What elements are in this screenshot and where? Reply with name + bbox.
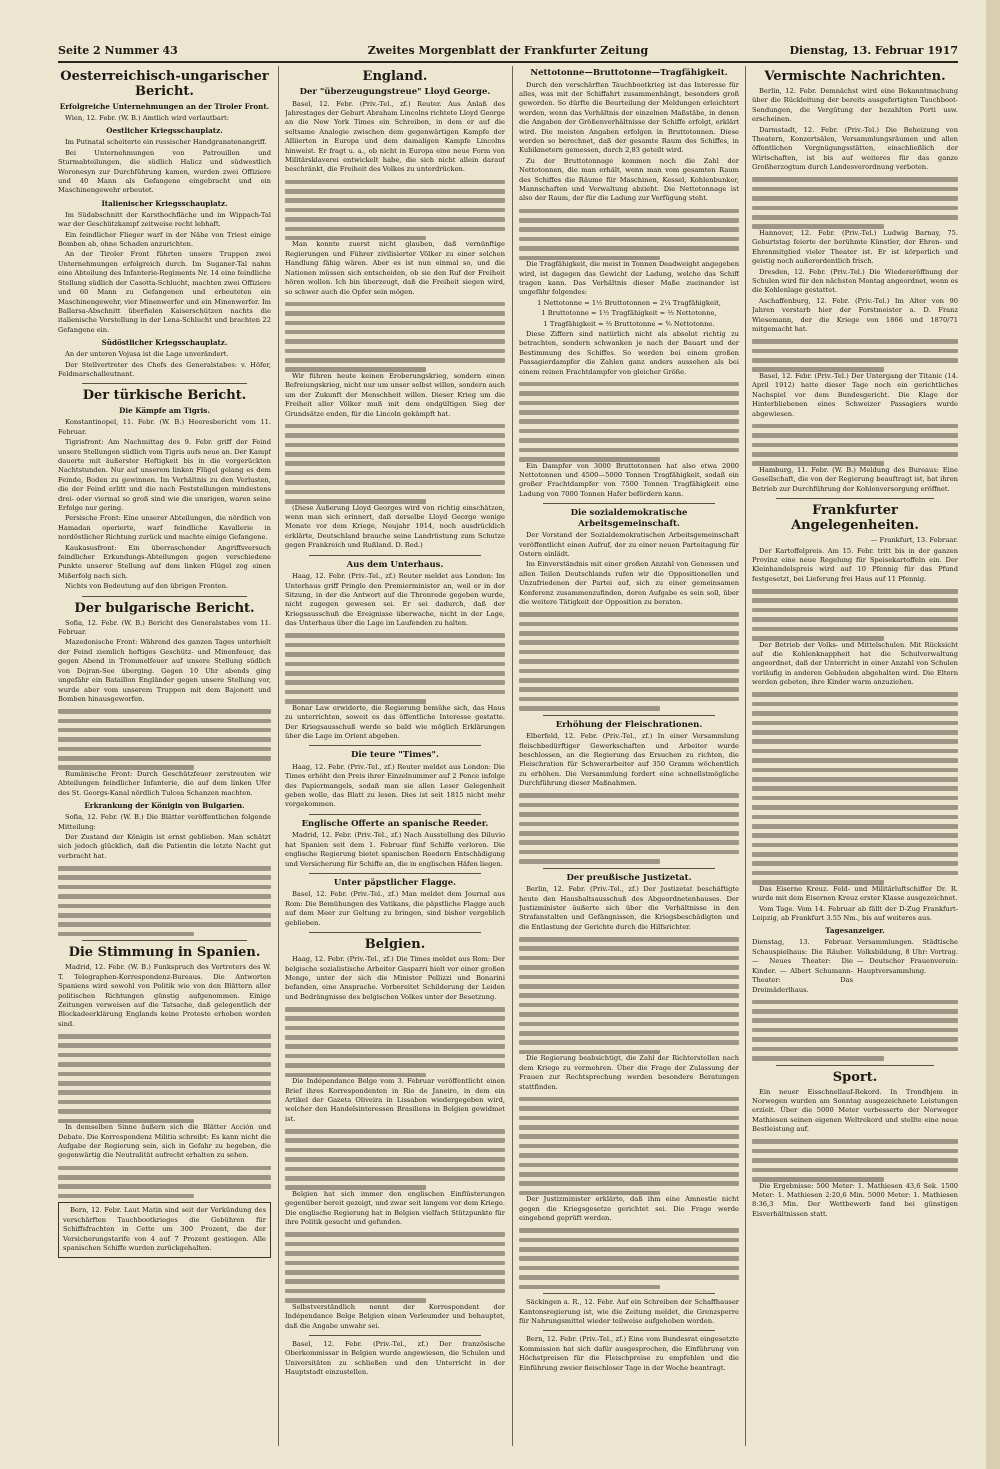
column-2 [285,66,505,1446]
paragraph: Bei Unternehmungen von Patrouillen und Sturmabteilungen, die südlich Halicz und südwestlich Woronesyn zur Durchführung kamen, wurden zwei Offiziere und 40 Mann als Gefangene eingebracht und ein Maschinengewehr erbeutet. [58,148,271,195]
paragraph: Dresden, 12. Febr. (Priv.-Tel.) Die Wiedereröffnung der Schulen wird für den nächsten Montag angeordnet, wenn es die Kohlenlage gestattet. [752,267,958,295]
paragraph: Ein feindlicher Flieger warf in der Nähe von Triest einige Bomben ab, ohne Schaden anzurichten. [58,230,271,249]
section-heading: Italienischer Kriegsschauplatz. [101,198,228,208]
text-lines [58,1034,271,1123]
formula-line: 1 Nettotonne = 1½ Bruttotonnen = 2¼ Tragfähigkeit, [537,298,721,307]
article-title-bulgarian-report: Der bulgarische Bericht. [74,600,255,616]
paragraph: Der Justizminister erklärte, daß ihm eine Amnestie nicht gegen die Kriegsgesetze gerichtet sei. Die Frage werde eingehend geprüft werden. [519,1195,739,1223]
paragraph: Haag, 12. Febr. (Priv.-Tel., zf.) Reuter meldet aus London: Die Times erhöht den Preis ihrer Einzelnummer auf 2 Pence infolge des Papiermangels, sodaß man sie allen Leser Gelegenheit geben wolle, das Blatt zu lesen. Dies ist seit 1815 nicht mehr vorgekommen. [285,762,505,809]
paragraph: Wir führen heute keinen Eroberungskrieg, sondern einen Befreiungskrieg, nicht nur um unser selbst willen, sondern auch um der Zukunft der Menschheit willen. Dieser Krieg um die Freiheit aller Völker muß mit dem endgültigen Sieg der Grundsätze enden, für die Lincoln gekämpft hat. [285,372,505,418]
paragraph: Mazedonische Front: Während des ganzen Tages unterhielt der Feind ziemlich heftiges Geschütz- und Minenfeuer, das gegen Abend in Trommelfeuer auf unsere Stellung südlich von Dojran-See überging. Gegen 10 Uhr abends ging ungefähr ein Bataillon Engländer gegen unsere Stellung vor, wurde aber vom unserem Truppen mit dem Bajonett und Bomben hinausgeworfen. [58,638,271,703]
paragraph: Selbstverständlich nennt der Korrespondent der Indépendance Belge Belgien einen Verleumder und behauptet, daß die Angabe unwahr sei. [285,1302,505,1330]
paragraph: Durch den verschärften Tauchbootkrieg ist das Interesse für alles, was mit der Schiffahrt zusammenhängt, besonders groß geworden. So dürfte die Beurteilung der Meldungen erleichtert werden, wenn das Verhältnis der einzelnen Maßstäbe, in denen die Angaben der Größenverhältnisse der Schiffe erfolgt, erklärt wird. Die meisten Angaben erfolgen in Bruttotonnen. Diese werden so berechnet, daß der gesamte Raum des Schiffes, in Kubikmetern gemessen, durch 2,83 geteilt wird. [519,80,739,155]
paragraph: Die Tragfähigkeit, die meist in Tonnen Deadweight angegeben wird, ist dagegen das Gewicht der Ladung, welche das Schiff tragen kann. Das Verhältnis dieser Maße zueinander ist ungefähr folgendes: [519,260,739,297]
column-3 [519,66,739,1446]
article-title-spanish-shipowners: Englische Offerte an spanische Reeder. [301,818,489,829]
paragraph: Nichts von Bedeutung auf den übrigen Fronten. [65,582,229,591]
page-edge [986,0,1000,1469]
text-lines [519,612,739,711]
divider [309,814,481,815]
text-lines [519,937,739,1054]
article-title-belgium: Belgien. [364,937,426,953]
paragraph: Berlin, 12. Febr. (Priv.-Tel., zf.) Der Justizetat beschäftigte heute den Haushaltsausschuß des Abgeordnetenhauses. Der Justizminister äußerte sich über die Verhältnisse in den Strafanstalten und Gefängnissen, die Kriegsbeschädigten und die Entlastung der Gerichte durch die Hilfsrichter. [519,885,739,931]
paragraph: Bern, 12. Febr. (Priv.-Tel., zf.) Eine vom Bundesrat eingesetzte Kommission hat sich dafür ausgesprochen, die Einführung von Höchstpreisen für die Fleischpreise zu empfehlen und die Einführung zweier fleischloser Tage in der Woche beantragt. [519,1335,739,1372]
paragraph: In demselben Sinne äußern sich die Blätter Acción und Debate. Die Korrespondenz Militia schreibt: Es kann nicht die Aufgabe der Regierung sein, sich in Gefahr zu begeben, die gegenwärtig die Neutralität aufrecht erhalten zu sehen. [58,1123,271,1160]
text-lines [285,1007,505,1077]
header-page-number: Seite 2 Nummer 43 [58,44,178,57]
article-title-papal-flag: Unter päpstlicher Flagge. [333,877,457,888]
header-masthead: Zweites Morgenblatt der Frankfurter Zeitung [367,44,649,57]
paragraph: Bern, 12. Febr. Laut Matin sind seit der Verkündung des verschärften Tauchbootkrieges die Gebühren für Schiffsfrachten in Cette um 300 Prozent, die der Versicherungstarife von 4 auf 7 Prozent gestiegen. Alle spanischen Schiffe wurden zurückgehalten. [63,1206,266,1252]
paragraph: Sofia, 12. Febr. (W. B.) Bericht des Generalstabes vom 11. Februar. [58,618,271,637]
paragraph: An der unteren Vojusa ist die Lage unverändert. [65,350,229,359]
paragraph: Madrid, 12. Febr. (Priv.-Tel., zf.) Nach Ausstellung des Diluvio hat Spanien seit dem 1. Februar fünf Schiffe verloren. Die englische Regierung bietet spanischen Reedern Entschädigung und Versicherung für Schiffe an, die in englischen Häfen liegen. [285,831,505,868]
section-heading: Tagesanzeiger. [825,926,885,936]
article-title-house-of-commons: Aus dem Unterhaus. [346,559,444,570]
divider [543,715,715,716]
paragraph: Säckingen a. R., 12. Febr. Auf ein Schreiben der Schaffhauser Kantonsregierung ist, wie die Zeitung meldet, die Grenzsperre für Nahrungsmittel wieder teilweise aufgehoben worden. [519,1298,739,1326]
paragraph: Belgien hat sich immer den englischen Einflüsterungen gegenüber bereit gezeigt, und zwar seit langem vor dem Kriege. Die englische Regierung hat in Belgien vielfach Stützpunkte für ihre Politik gesucht und gefunden. [285,1190,505,1227]
paragraph: Rumänische Front: Durch Geschützfeuer zerstreuten wir Abteilungen feindlicher Infanterie, die auf dem linken Ufer des St. Georgs-Kanal nördlich Tulcea Schanzen machten. [58,770,271,797]
paragraph: Tigrisfront: Am Nachmittag des 9. Febr. griff der Feind unsere Stellungen südlich vom Tigris aufs neue an. Der Kampf dauerte mit äußerster Heftigkeit bis in die vorgerückten Nachtstunden. Nur auf unserem linken Flügel gelang es dem Feinde, Boden zu gewinnen. Im Verhältnis zu den Verlusten, die der Feind erlitt und die nach Feststellungen mindestens drei- oder viermal so groß sind wie die unsrigen, waren seine Erfolge nur gering. [58,438,271,512]
paragraph: Die Regierung beabsichtigt, die Zahl der Richterstellen nach dem Kriege zu vermehren. Über die Frage der Zulassung der Frauen zur Rechtsprechung werden besondere Beratungen stattfinden. [519,1054,739,1091]
text-lines [519,1228,739,1289]
column-1 [58,66,271,1446]
divider [776,1065,934,1066]
text-lines [58,866,271,936]
divider [309,555,481,556]
formula-line: 1 Bruttotonne = 1½ Tragfähigkeit = ⅔ Nettotonne, [541,309,717,318]
text-lines [58,1166,271,1199]
paragraph: Berlin, 12. Febr. Demnächst wird eine Bekanntmachung über die Rückleitung der bereits ausgefertigten Tauchboot-Sendungen, die Vergütung der bezahlten Porti usw. erscheinen. [752,87,958,124]
article-title-spain: Die Stimmung in Spanien. [68,945,261,961]
paragraph: Im Südabschnitt der Karsthochfläche und im Wippach-Tal war der Geschützkampf zeitweise recht lebhaft. [58,210,271,229]
paragraph: An der Tiroler Front führten unsere Truppen zwei Unternehmungen erfolgreich durch. Im Suganer-Tal nahm eine Abteilung des Infanterie-Regiments Nr. 14 eine feindliche Stellung südlich der Casotta-Schlucht, machten zwei Offiziere und 60 Mann zu Gefangenen und erbeuteten ein Maschinengewehr, vier Minenwerfer und ein Minenwerfer. Im Ballarsa-Abschnitt überfielen Kaiserschützen nachts die italienische Vorstellung in der Lena-Schlucht und brachten 22 Gefangene ein. [58,250,271,334]
paragraph: Konstantinopel, 11. Febr. (W. B.) Heeresbericht vom 11. Februar. [58,418,271,436]
paragraph: (Diese Äußerung Lloyd Georges wird von richtig einschätzen, wenn man sich erinnert, daß derselbe Lloyd George wenige Monate vor dem Kriege, Neujahr 1914, noch ausdrücklich erklärte, Deutschland brauche seine Landrüstung zum Schutze gegen Frankreich und Rußland. D. Red.) [285,503,505,550]
paragraph: Der Betrieb der Volks- und Mittelschulen. Mit Rücksicht auf die Kohlenknappheit hat die Schulverwaltung angeordnet, daß der Unterricht in einer Anzahl von Schulen vorläufig in anderen Gebäuden abgehalten wird. Die Eltern werden gebeten, ihre Kinder warm anzuziehen. [752,640,958,687]
paragraph: Ein neuer Eisschnellauf-Rekord. In Trondhjem in Norwegen wurden am Sonntag ausgezeichnete Leistungen erzielt. Über die 5000 Meter verbesserte der Norweger Mathiesen seinen eigenen Weltrekord und stellte eine neue Bestleistung auf. [752,1087,958,1134]
article-title-times: Die teure "Times". [351,750,439,761]
text-lines [519,793,739,863]
article-title-turkish-report: Der türkische Bericht. [82,388,247,404]
article-title-austro-hungarian-report: Oesterreichisch-ungarischer Bericht. [60,69,269,99]
paragraph: Die Ergebnisse: 500 Meter: 1. Mathiesen 43,6 Sek. 1500 Meter: 1. Mathiesen 2:20,6 Min. 5000 Meter: 1. Mathiesen 8:36,3 Min. Der Wettbewerb fand bei günstigen Eisverhältnissen statt. [752,1181,958,1218]
divider [309,1335,481,1336]
text-lines [752,1139,958,1181]
text-lines [285,302,505,372]
boxed-notice [58,1202,271,1258]
section-heading: Oestlicher Kriegsschauplatz. [106,126,223,136]
divider [309,745,481,746]
text-lines [285,1129,505,1190]
paragraph: Wien, 12. Febr. (W. B.) Amtlich wird verlautbart: [65,114,229,122]
paragraph: Persische Front: Eine unserer Abteilungen, die nördlich von Hamadan operierte, warf feindliche Kavallerie in nordöstlicher Richtung zurück und machte einige Gefangene. [58,514,271,542]
page-header [58,40,958,60]
section-heading: Südöstlicher Kriegsschauplatz. [101,338,228,348]
text-lines [752,692,958,884]
paragraph: Aschaffenburg, 12. Febr. (Priv.-Tel.) Im Alter von 90 Jahren verstarb hier der Forstmeister a. D. Franz Wiesemann, der die Kriege von 1866 und 1870/71 mitgemacht hat. [752,296,958,334]
article-title-social-democrats: Die sozialdemokratische Arbeitsgemeinschaft. [570,508,688,529]
text-lines [285,633,505,703]
paragraph: Im Einverständnis mit einer großen Anzahl von Genossen und allen Teilen Deutschlands rufen wir die Oppositionellen und Unzufriedenen der Partei auf, sich zu einer gemeinsamen Konferenz zusammenzufinden, deren Aufgabe es sein soll, über die weitere Tätigkeit der Opposition zu beraten. [519,560,739,606]
divider [543,868,715,869]
event-listing-left: Dienstag, 13. Februar. Schauspielhaus: Die Räuber. — Neues Theater: Die Kinder. — Albert Schumann-Theater: Das Dreimäderlhaus. [752,938,853,994]
paragraph: Vom Tage. Vom 14. Februar ab fällt der D-Zug Frankfurt-Leipzig, ab Frankfurt 3.55 Nm., bis auf weiteres aus. [752,904,958,923]
text-lines [285,180,505,241]
article-title-miscellaneous: Vermischte Nachrichten. [764,69,946,84]
paragraph: Hamburg, 11. Febr. (W. B.) Meldung des Bureaus: Eine Gesellschaft, die von der Regierung beauftragt ist, hat ihren Betrieb zur Durchführung der Kohlenversorgung eröffnet. [752,466,958,493]
text-lines [58,709,271,770]
paragraph: Elberfeld, 12. Febr. (Priv.-Tel., zf.) In einer Versammlung fleischbedürftiger Gewerkschaften und Arbeiter wurde beschlossen, an die Regierung das Ersuchen zu richten, die Fleischration für Schwerarbeiter auf 350 Gramm wöchentlich zu erhöhen. Die Versammlung fordert eine schnellstmögliche Durchführung dieser Maßnahmen. [519,732,739,788]
paragraph: Zu der Bruttotonnage kommen noch die Zahl der Nettotonnen, die man erhält, wenn man vom gesamten Raum des Schiffes die Räume für Maschinen, Kessel, Kohlenbunker, Mannschaften und Verwaltung abzieht. Die Nettotonnage ist also der Raum, der für die Ladung zur Verfügung steht. [519,156,739,203]
paragraph: Darmstadt, 12. Febr. (Priv.-Tel.) Die Beheizung von Theatern, Konzertsälen, Versammlungsräumen und allen öffentlichen Vergnügungsstätten, einschließlich der Wirtschaften, ist bis auf weiteres für das ganze Großherzogtum durch Landesverordnung verboten. [752,125,958,172]
text-lines [752,424,958,466]
paragraph: Haag, 12. Febr. (Priv.-Tel., zf.) Reuter meldet aus London: Im Unterhaus griff Pringle den Premierminister an, weil er in der Sitzung, in der die Antwort auf die Thronrede gegeben wurde, nicht zugegen gewesen sei. Er sei dadurch, daß der Kriegsausschuß die Ereignisse überwache, nicht in der Lage, das Unterhaus über die Lage im Laufenden zu halten. [285,572,505,628]
divider [82,940,247,941]
paragraph: Der Zustand der Königin ist ernst geblieben. Man schätzt sich jedoch glücklich, daß die Patientin die letzte Nacht gut verbracht hat. [58,833,271,860]
paragraph: Sofia, 12. Febr. (W. B.) Die Blätter veröffentlichen folgende Mitteilung: [58,813,271,831]
paragraph: Haag, 12. Febr. (Priv.-Tel., zf.) Die Times meldet aus Rom: Der belgische sozialistische Arbeiter Gasparri hielt vor einer großen Menge, unter der sich die Minister Pellizzi und Bonarini befanden, eine Ansprache. Vorbereitet Schilderung der Leiden und Bedrängnisse des belgischen Volkes unter der Besetzung. [285,955,505,1001]
paragraph: Die Indépendance Belge vom 3. Februar veröffentlicht einen Brief ihres Korrespondenten in Rio de Janeiro, in dem ein Artikel der Gazeta Oliveira in Lissabon wiedergegeben wird, welcher den Handelsinteressen Brasiliens in Belgien gewidmet ist. [285,1077,505,1123]
article-subtitle: Der "überzeugungstreue" Lloyd George. [299,87,491,97]
article-title-prussian-justice: Der preußische Justizetat. [566,872,692,883]
paragraph: Kaukasusfront: Ein überraschender Angriffsversuch feindlicher Erkundungs-Abteilungen gegen verschiedene Punkte unserer Stellung auf dem linken Flügel zog einen Mißerfolg nach sich. [58,543,271,580]
event-listing [752,938,958,994]
paragraph: Basel, 12. Febr. (Priv.-Tel., zf.) Reuter. Aus Anlaß des Jahrestages der Geburt Abraham Lincolns richtete Lloyd George an die New York Times ein Schreiben, in dem er auf die seltsame Analogie zwischen dem gegenwärtigen Kampfe der Alliierten in Europa und dem damaligen Kampfe Lincolns hinweist. Er fragt u. a., ob nicht in Europa eine neue Form von Militärsklaverei entwickelt habe, die sich nicht allein darauf beschränkt, die Freiheit des Volkes zu unterdrücken. [285,99,505,174]
formula-line: 1 Tragfähigkeit = ⅔ Bruttotonne = ⁴⁄₉ Nettotonne. [543,319,715,328]
paragraph: Basel, 12. Febr. (Priv.-Tel.) Der Untergang der Titanic (14. April 1912) hatte dieser Tage noch ein gerichtliches Nachspiel vor dem Bundesgericht. Die Klage der Hinterbliebenen eines Schweizer Passagiers wurde abgewiesen. [752,372,958,418]
divider [543,503,715,504]
article-title-frankfurt-affairs: Frankfurter Angelegenheiten. [791,503,919,534]
article-subtitle: Erfolgreiche Unternehmungen an der Tiroler Front. [59,102,270,111]
divider [309,932,481,933]
header-rule [58,61,958,63]
article-title-tonnage: Nettotonne—Bruttotonne—Tragfähigkeit. [530,68,728,78]
article-title-sport: Sport. [832,1069,878,1085]
paragraph: Der Kartoffelpreis. Am 15. Febr. tritt bis in der ganzen Provinz eine neue Regelung für Speisekartoffeln ein. Der Kleinhandelspreis wird auf 10 Pfennig für das Pfund festgesetzt, bei Lieferung frei Haus auf 11 Pfennig. [752,546,958,583]
text-lines [519,1097,739,1196]
paragraph: Hannover, 12. Febr. (Priv.-Tel.) Ludwig Barnay, 75. Geburtstag feierte der berühmte Künstler, der Ehren- und Ehrenmitglied vieler Theater ist. Er ist körperlich und geistig noch außerordentlich frisch. [752,229,958,266]
divider [543,1293,715,1294]
column-separator [745,66,746,1446]
text-lines [519,382,739,462]
column-separator [512,66,513,1446]
text-lines [752,339,958,372]
text-lines [285,424,505,504]
paragraph: Der Stellvertreter des Chefs des Generalstabes: v. Höfer, Feldmarschalleutnant. [58,360,271,378]
paragraph: Ein Dampfer von 3000 Bruttotonnen hat also etwa 2000 Nettotonnen und 4500—5000 Tonnen Tragfähigkeit, sodaß ein großer Frachtdampfer von 7500 Tonnen Tragfähigkeit eine Ladung von 7000 Tonnen Hafer befördern kann. [519,461,739,498]
section-heading: Erkrankung der Königin von Bulgarien. [84,801,245,811]
divider [776,498,934,499]
column-separator [278,66,279,1446]
paragraph: Das Eiserne Kreuz. Feld- und Militärluftschiffer Dr. R. wurde mit dem Eisernen Kreuz erster Klasse ausgezeichnet. [752,884,958,903]
divider [543,1330,715,1331]
divider [82,383,247,384]
column-4 [752,66,958,1446]
paragraph: Basel, 12. Febr. (Priv.-Tel., zf.) Man meldet dem Journal aus Rom: Die Bemühungen des Vatikans, die päpstliche Flagge auch auf dem Meer zur Geltung zu bringen, sind bisher vergeblich geblieben. [285,890,505,927]
paragraph: Diese Ziffern sind natürlich nicht als absolut richtig zu betrachten, sondern schwanken je nach der Bauart und der Bestimmung des Schiffes. So werden bei einem großen Passagierdampfer die Zahlen ganz anders aussehen als bei einem reinen Frachtdampfer von gleicher Größe. [519,329,739,376]
text-lines [752,177,958,229]
article-subtitle: Die Kämpfe am Tigris. [119,406,210,416]
text-lines [285,1232,505,1302]
divider [309,873,481,874]
article-title-england: England. [362,69,428,84]
paragraph: Im Putnatal scheiterte ein russischer Handgranatenangriff. [65,138,267,147]
divider [82,596,247,597]
paragraph: Der Vorstand der Sozialdemokratischen Arbeitsgemeinschaft veröffentlicht einen Aufruf, der zu einer neuen Parteitagung für Ostern einlädt. [519,531,739,558]
header-date: Dienstag, 13. Februar 1917 [789,44,958,57]
paragraph: Basel, 12. Febr. (Priv.-Tel., zf.) Der französische Oberkommissar in Belgien wurde angewiesen, die Schulen und Universitäten zu schließen und den Unterricht in der Hauptstadt einzustellen. [285,1339,505,1377]
text-lines [519,209,739,261]
text-lines [752,589,958,641]
paragraph: Madrid, 12. Febr. (W. B.) Funkspruch des Vertreters des W. T. Telegraphen-Korrespondenz-Bureaus. Die Antworten Spaniens wird sowohl von Politik wie von den Blättern aller politischen Richtungen günstig aufgenommen. Einige Zeitungen verweisen auf die Tatsache, daß gelegentlich der Blockadeerklärung Englands keine Proteste erhoben worden sind. [58,963,271,1028]
paragraph: Bonar Law erwiderte, die Regierung bemühe sich, das Haus zu unterrichten, soweit es das öffentliche Interesse gestatte. Der Kriegsausschuß werde so bald wie möglich Erklärungen über die Lage im Orient abgeben. [285,703,505,740]
dateline: — Frankfurt, 13. Februar. [870,536,958,545]
paragraph: Man konnte zuerst nicht glauben, daß vernünftige Regierungen und Führer zivilisierter Völker zu einer solchen Handlung fähig wären. Aber es ist nun einmal so, und die Nationen müssen sich entscheiden, ob sie den Ruf der Freiheit hören wollen. Ich bin überzeugt, daß die Freiheit siegen wird, so schwer auch die Opfer sein mögen. [285,240,505,296]
text-lines [752,1000,958,1061]
article-title-meat-rations: Erhöhung der Fleischrationen. [555,719,703,730]
event-listing-right: Versammlungen. Städtische Volksbildung, 8 Uhr: Vortrag. — Deutscher Frauenverein: Hauptversammlung. [857,938,958,975]
